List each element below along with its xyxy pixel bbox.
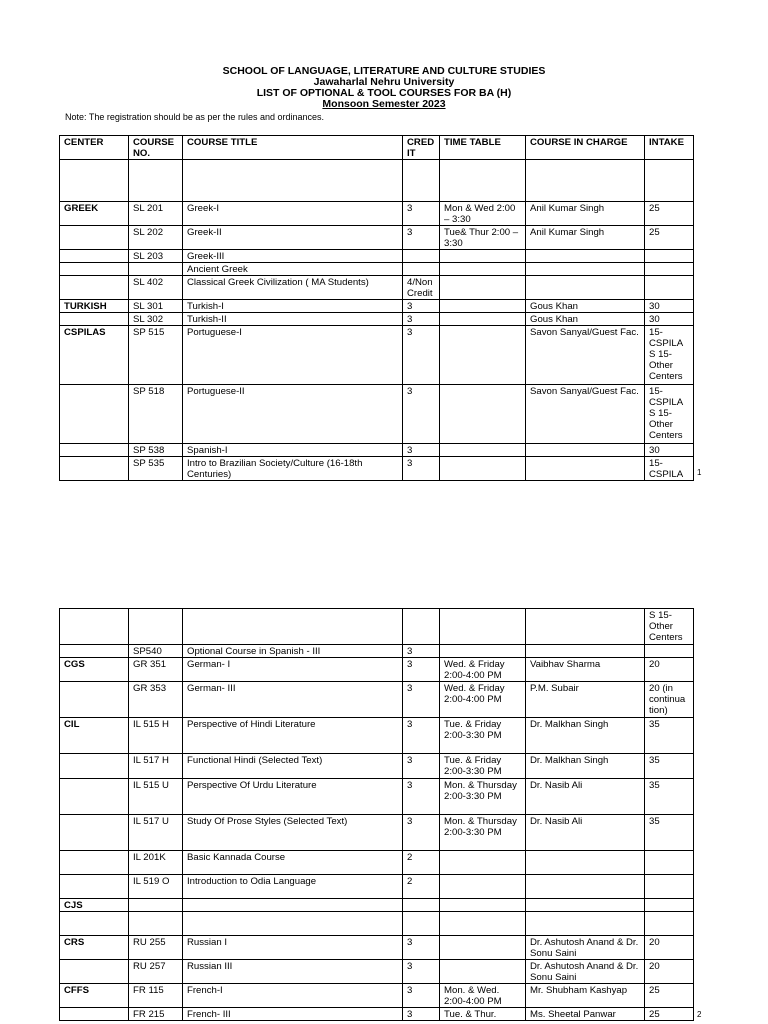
cell-credit: 3 [403,1008,440,1021]
cell-credit [403,912,440,936]
cell-no: IL 517 H [129,754,183,779]
semester-title: Monsoon Semester 2023 [322,98,446,110]
cell-center [60,263,129,276]
courses-table-page-2 [59,608,694,1021]
cell-center: GREEK [60,202,129,226]
table-row [60,658,694,682]
table-row [60,326,694,385]
table-row [60,250,694,263]
cell-center: CIL [60,718,129,754]
cell-intake: 15- CSPILA S 15-Other Centers [645,326,694,385]
cell-time [440,444,526,457]
col-header-course-no: COURSE NO. [129,136,183,160]
cell-intake: 20 [645,960,694,984]
col-header-center: CENTER [60,136,129,160]
cell-title: Greek-III [183,250,403,263]
cell-intake [645,645,694,658]
cell-title [183,899,403,912]
cell-incharge: Mr. Shubham Kashyap [526,984,645,1008]
cell-title: Turkish-II [183,313,403,326]
cell-incharge: Dr. Malkhan Singh [526,754,645,779]
cell-no: FR 215 [129,1008,183,1021]
cell-intake: 20 (in continua tion) [645,682,694,718]
cell-center [60,457,129,481]
cell-time: Tue& Thur 2:00 – 3:30 [440,226,526,250]
cell-intake: 25 [645,1008,694,1021]
table-row [60,263,694,276]
cell-time [440,313,526,326]
cell-no: GR 351 [129,658,183,682]
cell-no: SL 302 [129,313,183,326]
cell-incharge [526,276,645,300]
cell-intake: 30 [645,313,694,326]
cell-no: IL 515 U [129,779,183,815]
table-row [60,779,694,815]
table-row [60,226,694,250]
cell-no: IL 517 U [129,815,183,851]
cell-no: IL 515 H [129,718,183,754]
cell-center [60,912,129,936]
cell-center [60,960,129,984]
cell-intake: 25 [645,984,694,1008]
cell-incharge [526,899,645,912]
cell-intake [645,851,694,875]
cell-title: Study Of Prose Styles (Selected Text) [183,815,403,851]
cell-credit: 2 [403,851,440,875]
cell-center [60,276,129,300]
cell-center [60,645,129,658]
cell-no: SP 515 [129,326,183,385]
cell-center [60,754,129,779]
cell-title: Introduction to Odia Language [183,875,403,899]
cell-credit: 3 [403,658,440,682]
cell-no: FR 115 [129,984,183,1008]
cell-no: SL 201 [129,202,183,226]
cell-title: Optional Course in Spanish - III [183,645,403,658]
table-row [60,754,694,779]
cell-incharge [526,250,645,263]
cell-time: Wed. & Friday 2:00-4:00 PM [440,682,526,718]
table-row [60,984,694,1008]
cell-credit [403,263,440,276]
cell-intake: S 15-Other Centers [645,609,694,645]
table-row [60,645,694,658]
col-header-course-in-charge: COURSE IN CHARGE [526,136,645,160]
cell-credit: 3 [403,444,440,457]
col-header-intake: INTAKE [645,136,694,160]
cell-time: Mon. & Thursday 2:00-3:30 PM [440,815,526,851]
cell-credit: 3 [403,718,440,754]
cell-title: Ancient Greek [183,263,403,276]
cell-no [129,609,183,645]
cell-title: Perspective of Hindi Literature [183,718,403,754]
cell-center [60,1008,129,1021]
cell-credit: 3 [403,457,440,481]
cell-title: Russian I [183,936,403,960]
list-title: LIST OF OPTIONAL & TOOL COURSES FOR BA (H) [256,87,512,99]
col-header-time-table: TIME TABLE [440,136,526,160]
cell-incharge [526,645,645,658]
cell-title: German- III [183,682,403,718]
cell-credit: 3 [403,202,440,226]
cell-incharge: Vaibhav Sharma [526,658,645,682]
table-row [60,609,694,645]
courses-table-page-1 [59,135,694,481]
cell-incharge [526,160,645,202]
cell-time [440,645,526,658]
table-row [60,851,694,875]
cell-no: SP 535 [129,457,183,481]
cell-incharge: Dr. Ashutosh Anand & Dr. Sonu Saini [526,936,645,960]
table-row [60,936,694,960]
cell-time: Wed. & Friday 2:00-4:00 PM [440,658,526,682]
cell-intake: 15- CSPILA [645,457,694,481]
university-name: Jawaharlal Nehru University [313,76,455,88]
cell-incharge: Dr. Nasib Ali [526,779,645,815]
cell-incharge: Dr. Malkhan Singh [526,718,645,754]
cell-intake: 20 [645,658,694,682]
cell-intake: 20 [645,936,694,960]
table-row [60,899,694,912]
cell-intake [645,250,694,263]
cell-time [440,385,526,444]
col-header-course-title: COURSE TITLE [183,136,403,160]
cell-intake [645,263,694,276]
cell-time [440,160,526,202]
cell-no: SL 203 [129,250,183,263]
table-header-row [60,136,694,160]
cell-title: Greek-II [183,226,403,250]
cell-center: TURKISH [60,300,129,313]
cell-time: Tue. & Thur. [440,1008,526,1021]
cell-incharge: Savon Sanyal/Guest Fac. [526,326,645,385]
cell-intake [645,276,694,300]
cell-incharge [526,609,645,645]
cell-no: IL 519 O [129,875,183,899]
cell-no: SP 538 [129,444,183,457]
table-row [60,300,694,313]
cell-no: SL 301 [129,300,183,313]
cell-intake: 35 [645,779,694,815]
cell-no: SP 518 [129,385,183,444]
table-row [60,385,694,444]
cell-intake: 35 [645,754,694,779]
cell-credit: 3 [403,815,440,851]
cell-title: Spanish-I [183,444,403,457]
table-row [60,875,694,899]
cell-intake: 15- CSPILA S 15-Other Centers [645,385,694,444]
cell-title: German- I [183,658,403,682]
cell-title: French- III [183,1008,403,1021]
cell-title [183,912,403,936]
cell-title: Perspective Of Urdu Literature [183,779,403,815]
table-row [60,718,694,754]
school-title: SCHOOL OF LANGUAGE, LITERATURE AND CULTURE STUDIES [222,65,546,77]
cell-time: Mon. & Wed. 2:00-4:00 PM [440,984,526,1008]
cell-time: Tue. & Friday 2:00-3:30 PM [440,754,526,779]
page-number-2: 2 [697,1010,702,1019]
cell-credit [403,250,440,263]
cell-credit: 3 [403,300,440,313]
cell-intake [645,899,694,912]
cell-title: Functional Hindi (Selected Text) [183,754,403,779]
cell-credit: 3 [403,936,440,960]
cell-time [440,276,526,300]
cell-incharge: Dr. Ashutosh Anand & Dr. Sonu Saini [526,960,645,984]
cell-credit: 3 [403,682,440,718]
cell-no [129,912,183,936]
cell-intake: 35 [645,718,694,754]
table-row [60,444,694,457]
table-row [60,960,694,984]
table-row [60,1008,694,1021]
col-header-credit: CRED IT [403,136,440,160]
cell-no: IL 201K [129,851,183,875]
cell-center [60,875,129,899]
cell-center [60,160,129,202]
cell-intake: 30 [645,444,694,457]
cell-incharge: Anil Kumar Singh [526,202,645,226]
cell-intake [645,875,694,899]
cell-center [60,444,129,457]
table-row [60,815,694,851]
table-row [60,160,694,202]
cell-center [60,682,129,718]
cell-intake [645,160,694,202]
cell-no [129,263,183,276]
cell-no: RU 255 [129,936,183,960]
cell-time [440,326,526,385]
cell-center: CSPILAS [60,326,129,385]
cell-time: Mon. & Thursday 2:00-3:30 PM [440,779,526,815]
cell-title: Turkish-I [183,300,403,313]
cell-center [60,779,129,815]
cell-time [440,851,526,875]
table-row [60,276,694,300]
cell-center [60,250,129,263]
cell-center: CGS [60,658,129,682]
cell-no [129,160,183,202]
cell-time [440,300,526,313]
cell-credit: 3 [403,984,440,1008]
cell-time [440,250,526,263]
cell-time [440,899,526,912]
cell-no: RU 257 [129,960,183,984]
cell-time [440,960,526,984]
cell-time: Mon & Wed 2:00 – 3:30 [440,202,526,226]
cell-intake: 25 [645,226,694,250]
cell-time [440,912,526,936]
cell-title: French-I [183,984,403,1008]
cell-intake: 25 [645,202,694,226]
cell-incharge [526,912,645,936]
cell-center [60,385,129,444]
cell-title: Portuguese-I [183,326,403,385]
cell-credit [403,609,440,645]
cell-time [440,609,526,645]
cell-credit: 3 [403,960,440,984]
cell-title: Classical Greek Civilization ( MA Students) [183,276,403,300]
cell-credit: 3 [403,645,440,658]
cell-incharge [526,457,645,481]
cell-time [440,263,526,276]
table-row [60,202,694,226]
cell-credit: 3 [403,385,440,444]
cell-incharge [526,444,645,457]
cell-intake: 35 [645,815,694,851]
cell-credit: 3 [403,313,440,326]
cell-credit: 3 [403,326,440,385]
cell-center: CFFS [60,984,129,1008]
page-number-1: 1 [697,468,702,477]
cell-title: Russian III [183,960,403,984]
cell-incharge: Savon Sanyal/Guest Fac. [526,385,645,444]
cell-center [60,609,129,645]
cell-center [60,815,129,851]
cell-credit: 2 [403,875,440,899]
cell-credit: 3 [403,754,440,779]
cell-title [183,160,403,202]
cell-title: Portuguese-II [183,385,403,444]
cell-no: SP540 [129,645,183,658]
cell-credit [403,899,440,912]
cell-no: SL 202 [129,226,183,250]
cell-incharge [526,851,645,875]
cell-credit [403,160,440,202]
cell-center: CRS [60,936,129,960]
cell-center: CJS [60,899,129,912]
cell-center [60,226,129,250]
cell-incharge: Dr. Nasib Ali [526,815,645,851]
table-row [60,313,694,326]
registration-note: Note: The registration should be as per the rules and ordinances. [65,112,324,122]
cell-incharge: Anil Kumar Singh [526,226,645,250]
cell-credit: 3 [403,779,440,815]
cell-incharge: Gous Khan [526,300,645,313]
cell-incharge: Gous Khan [526,313,645,326]
cell-credit: 3 [403,226,440,250]
cell-no: GR 353 [129,682,183,718]
cell-no [129,899,183,912]
cell-incharge: P.M. Subair [526,682,645,718]
cell-title: Intro to Brazilian Society/Culture (16-18th Centuries) [183,457,403,481]
cell-time [440,936,526,960]
table-row [60,682,694,718]
cell-center [60,313,129,326]
cell-time: Tue. & Friday 2:00-3:30 PM [440,718,526,754]
cell-time [440,457,526,481]
cell-title: Basic Kannada Course [183,851,403,875]
table-row [60,912,694,936]
cell-intake [645,912,694,936]
cell-title [183,609,403,645]
cell-incharge: Ms. Sheetal Panwar [526,1008,645,1021]
cell-intake: 30 [645,300,694,313]
cell-incharge [526,875,645,899]
cell-no: SL 402 [129,276,183,300]
cell-time [440,875,526,899]
cell-title: Greek-I [183,202,403,226]
table-row [60,457,694,481]
cell-credit: 4/Non Credit [403,276,440,300]
cell-incharge [526,263,645,276]
cell-center [60,851,129,875]
